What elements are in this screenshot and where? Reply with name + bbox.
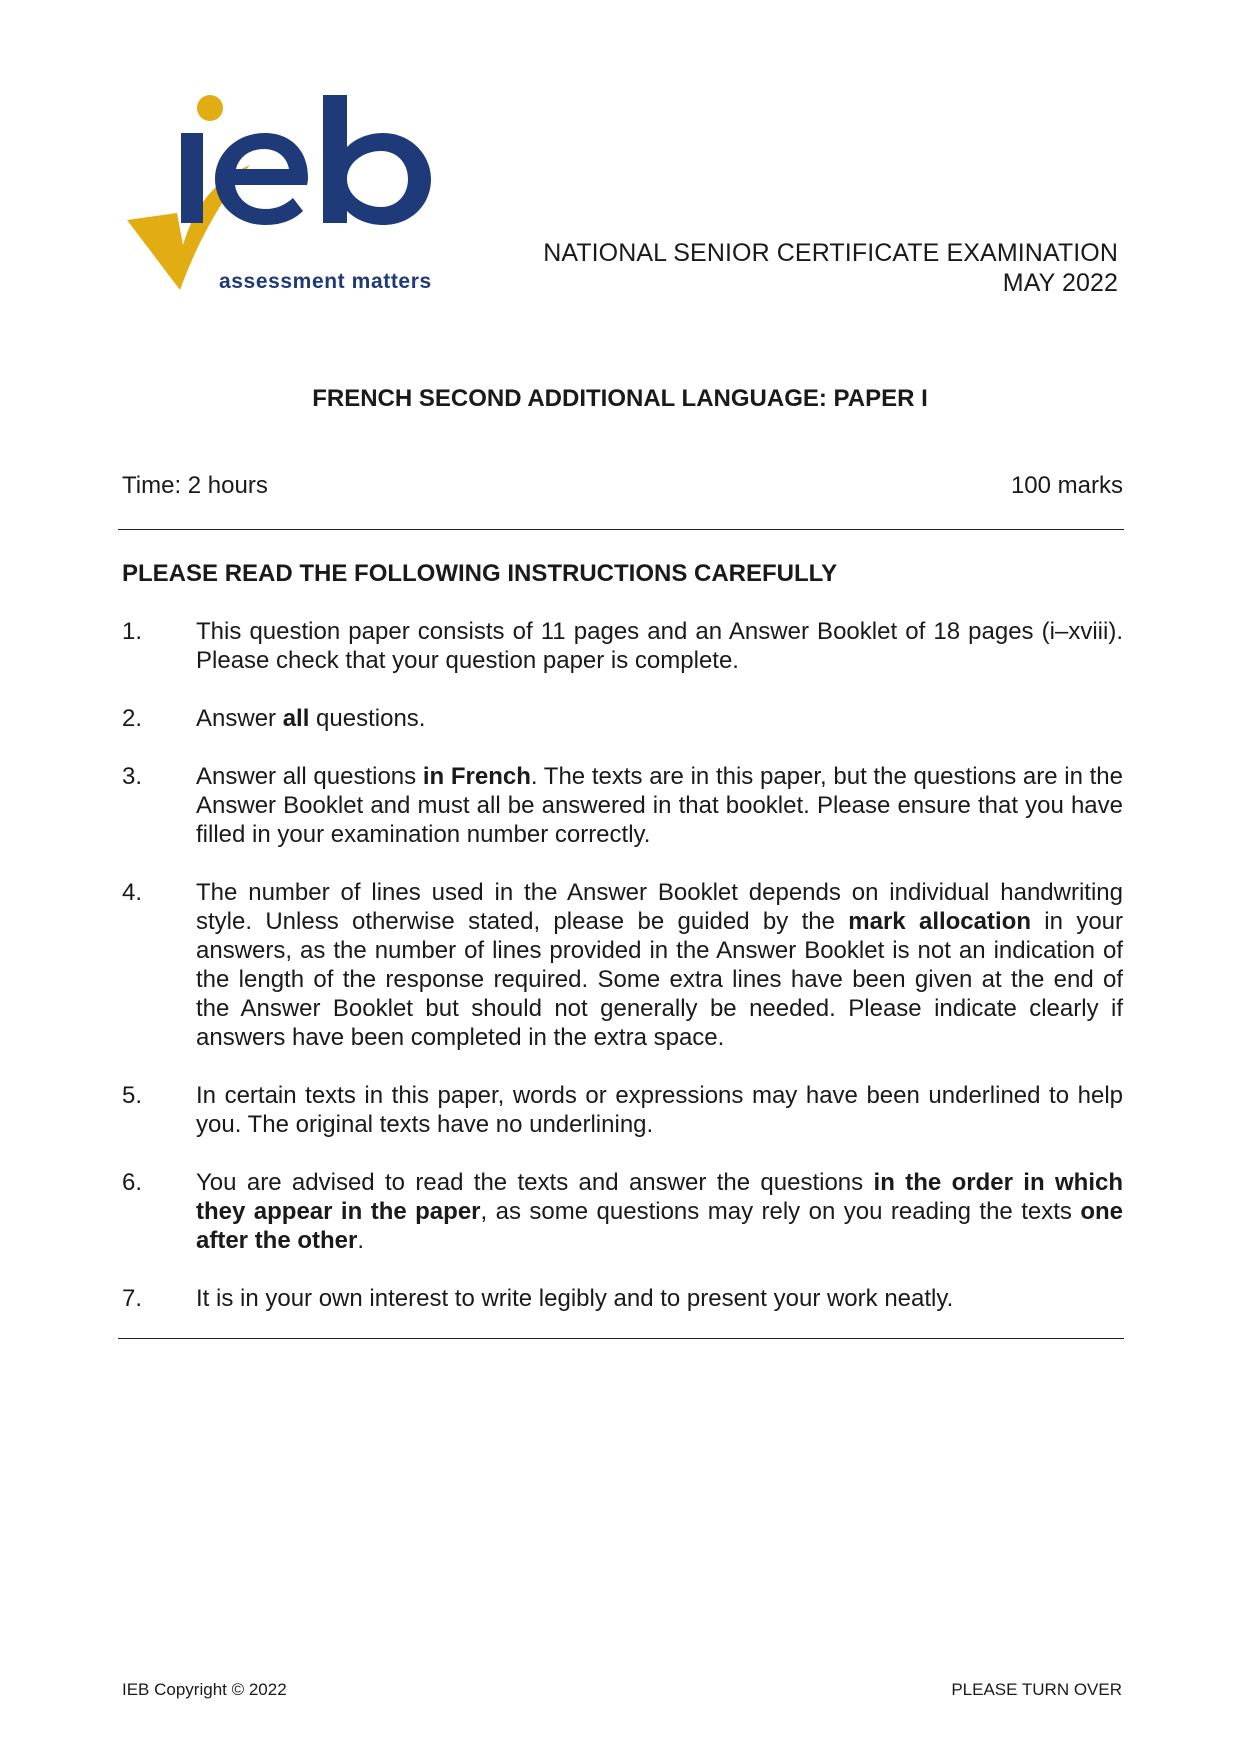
logo-e: [215, 133, 308, 225]
instruction-text-part: The number of lines used in the Answer Booklet depends on individual handwriting style. Unless otherwise stated, please be guided by the: [196, 879, 1123, 935]
exam-date: MAY 2022: [1002, 269, 1118, 297]
total-marks: 100 marks: [1010, 472, 1123, 499]
instruction-text: [196, 763, 1123, 848]
instruction-text-part: It is in your own interest to write legibly and to present your work neatly.: [196, 1285, 954, 1312]
ieb-logo-mark: [125, 95, 475, 330]
instructions-heading: PLEASE READ THE FOLLOWING INSTRUCTIONS CAREFULLY: [122, 560, 838, 587]
logo-i-dot: [197, 95, 223, 121]
logo-tagline: assessment matters: [219, 270, 432, 293]
instruction-text-part: , as some questions may rely on you reading the texts: [480, 1198, 1081, 1225]
instruction-item: [122, 1081, 1123, 1139]
instruction-text-part: Answer: [196, 705, 283, 732]
instruction-emphasis: in French: [422, 763, 531, 790]
logo-b: [323, 95, 431, 225]
instruction-text: [196, 705, 425, 732]
instruction-text-part: Answer all questions: [196, 763, 423, 790]
instruction-emphasis: mark allocation: [848, 908, 1031, 935]
exam-header: [543, 238, 1118, 298]
top-divider: [118, 529, 1124, 530]
instruction-emphasis: one after the other: [196, 1198, 1124, 1254]
instruction-emphasis: all: [282, 705, 310, 732]
instruction-text-part: .: [357, 1227, 365, 1254]
instruction-text: [196, 1169, 1123, 1254]
instruction-text-part: In certain texts in this paper, words or expressions may have been underlined to help you. The original texts have no underlining.: [196, 1082, 1123, 1138]
instruction-item: [122, 617, 1123, 675]
time-allowed: Time: 2 hours: [122, 472, 268, 499]
instruction-item: [122, 1284, 1123, 1313]
instruction-text-part: This question paper consists of 11 pages and an Answer Booklet of 18 pages (i–xviii). Please check that your question paper is complete.: [196, 618, 1123, 674]
instruction-text-part: in your answers, as the number of lines provided in the Answer Booklet is not an indication of the length of the response required. Some extra lines have been given at the end of the Answer Booklet but should not generally be needed. Please indicate clearly if answers have been completed in the extra space.: [196, 908, 1123, 1051]
instruction-number: 5.: [122, 1082, 143, 1109]
instruction-number: 6.: [122, 1169, 143, 1196]
footer-turn-over: PLEASE TURN OVER: [951, 1680, 1122, 1699]
logo-i-stem: [181, 133, 203, 223]
footer-copyright: IEB Copyright © 2022: [122, 1680, 287, 1699]
instruction-text-part: . The texts are in this paper, but the questions are in the Answer Booklet and must all be answered in that booklet. Please ensure that you have filled in your examination number correctly.: [196, 763, 1123, 848]
instruction-text: [196, 1082, 1123, 1138]
bottom-divider: [118, 1338, 1124, 1339]
instruction-number: 2.: [122, 705, 143, 732]
instruction-text: [196, 618, 1123, 674]
instruction-number: 7.: [122, 1285, 143, 1312]
instruction-number: 3.: [122, 763, 143, 790]
instruction-text: [196, 879, 1123, 1051]
instruction-item: [122, 762, 1123, 849]
instruction-item: [122, 878, 1123, 1052]
instruction-item: [122, 1168, 1123, 1255]
instruction-text-part: questions.: [309, 705, 426, 732]
instruction-number: 4.: [122, 879, 143, 906]
exam-title: NATIONAL SENIOR CERTIFICATE EXAMINATION: [543, 239, 1118, 267]
instruction-text-part: You are advised to read the texts and answer the questions: [196, 1169, 874, 1196]
instruction-emphasis: in the order in which they appear in the paper: [196, 1169, 1123, 1225]
instruction-number: 1.: [122, 618, 143, 645]
instruction-text: [196, 1285, 953, 1312]
instruction-item: [122, 704, 1123, 733]
paper-title: FRENCH SECOND ADDITIONAL LANGUAGE: PAPER I: [312, 385, 928, 412]
instructions-list: [122, 617, 1123, 1342]
